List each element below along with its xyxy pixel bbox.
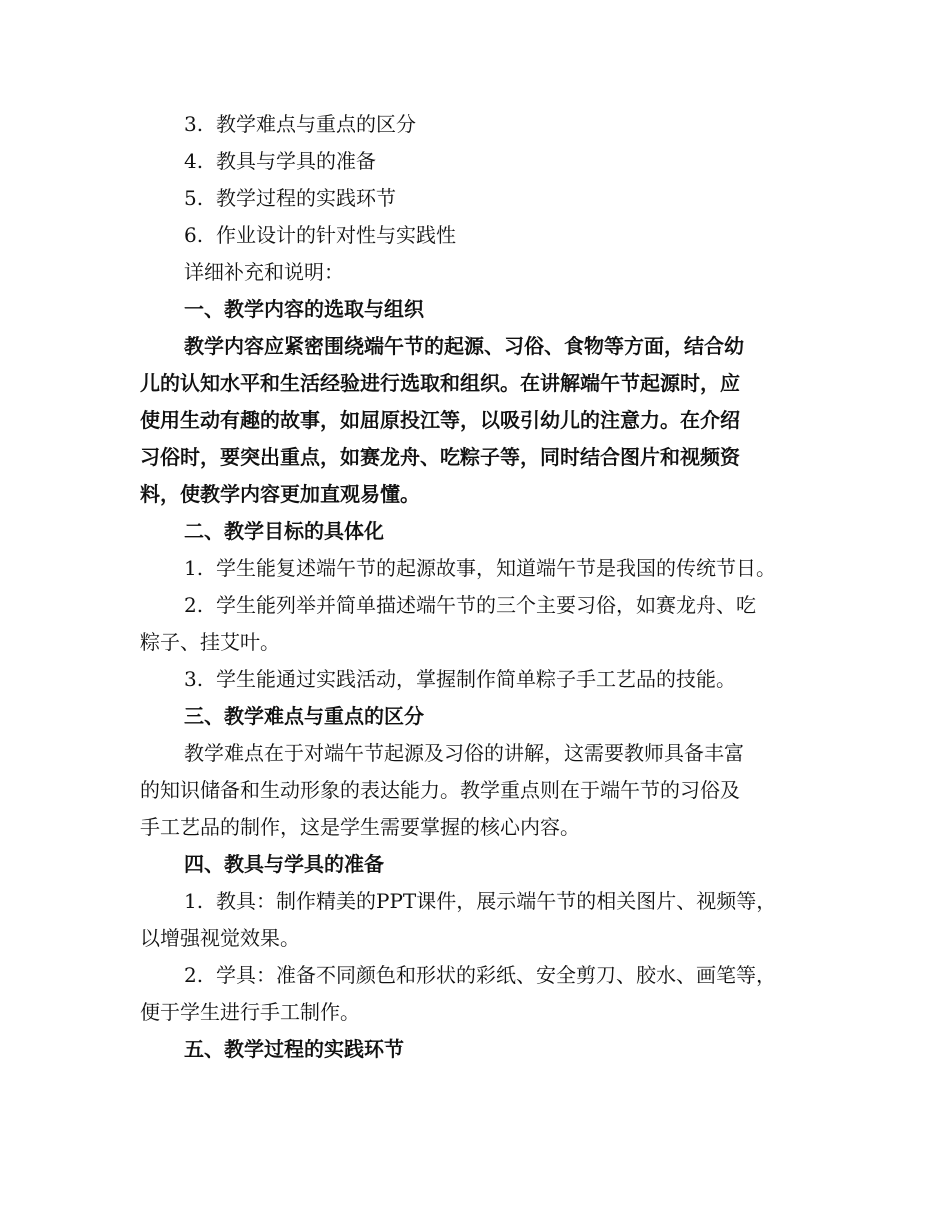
section-1-paragraph-line: 料，使教学内容更加直观易懂。 (140, 482, 420, 506)
tools-text-continuation: 以增强视觉效果。 (140, 926, 300, 950)
tools-text: 学具：准备不同颜色和形状的彩纸、安全剪刀、胶水、画笔等， (216, 963, 776, 987)
goal-number: 3. (184, 667, 204, 691)
section-heading-3: 三、教学难点与重点的区分 (184, 704, 424, 728)
goal-text: 学生能通过实践活动，掌握制作简单粽子手工艺品的技能。 (216, 667, 736, 691)
section-heading-1: 一、教学内容的选取与组织 (184, 297, 424, 321)
section-1-paragraph-line: 使用生动有趣的故事，如屈原投江等，以吸引幼儿的注意力。在介绍 (140, 408, 740, 432)
tools-item (140, 883, 820, 920)
section-3-paragraph-line: 手工艺品的制作，这是学生需要掌握的核心内容。 (140, 815, 580, 839)
goal-text-continuation: 粽子、挂艾叶。 (140, 630, 280, 654)
section-1-paragraph-line: 教学内容应紧密围绕端午节的起源、习俗、食物等方面，结合幼 (184, 334, 744, 358)
goal-item (140, 661, 820, 698)
tools-number: 1. (184, 889, 204, 913)
outline-text: 教学难点与重点的区分 (216, 112, 416, 136)
section-3-paragraph-line: 的知识储备和生动形象的表达能力。教学重点则在于端午节的习俗及 (140, 778, 740, 802)
outline-text: 教具与学具的准备 (216, 149, 376, 173)
tools-number: 2. (184, 963, 204, 987)
outline-item (140, 217, 820, 254)
section-1-paragraph-line: 习俗时，要突出重点，如赛龙舟、吃粽子等，同时结合图片和视频资 (140, 445, 740, 469)
outline-text: 教学过程的实践环节 (216, 186, 396, 210)
outline-number: 5. (184, 186, 204, 210)
goal-text: 学生能列举并简单描述端午节的三个主要习俗，如赛龙舟、吃 (216, 593, 756, 617)
tools-item (140, 957, 820, 994)
goal-item (140, 587, 820, 624)
outline-item (140, 106, 820, 143)
goal-number: 2. (184, 593, 204, 617)
outline-number: 4. (184, 149, 204, 173)
document-body (140, 106, 820, 1068)
outline-number: 3. (184, 112, 204, 136)
outline-number: 6. (184, 223, 204, 247)
section-heading-2: 二、教学目标的具体化 (184, 519, 384, 543)
section-heading-5: 五、教学过程的实践环节 (184, 1037, 404, 1061)
outline-item (140, 143, 820, 180)
tools-text-continuation: 便于学生进行手工制作。 (140, 1000, 360, 1024)
section-3-paragraph-line: 教学难点在于对端午节起源及习俗的讲解，这需要教师具备丰富 (184, 741, 744, 765)
tools-text: 教具：制作精美的PPT课件，展示端午节的相关图片、视频等， (216, 889, 777, 913)
outline-text: 作业设计的针对性与实践性 (216, 223, 456, 247)
goal-item (140, 550, 820, 587)
goal-text: 学生能复述端午节的起源故事，知道端午节是我国的传统节日。 (216, 556, 776, 580)
outline-item (140, 180, 820, 217)
section-1-paragraph-line: 儿的认知水平和生活经验进行选取和组织。在讲解端午节起源时，应 (140, 371, 740, 395)
section-heading-4: 四、教具与学具的准备 (184, 852, 384, 876)
goal-number: 1. (184, 556, 204, 580)
supplement-label: 详细补充和说明： (184, 260, 344, 284)
